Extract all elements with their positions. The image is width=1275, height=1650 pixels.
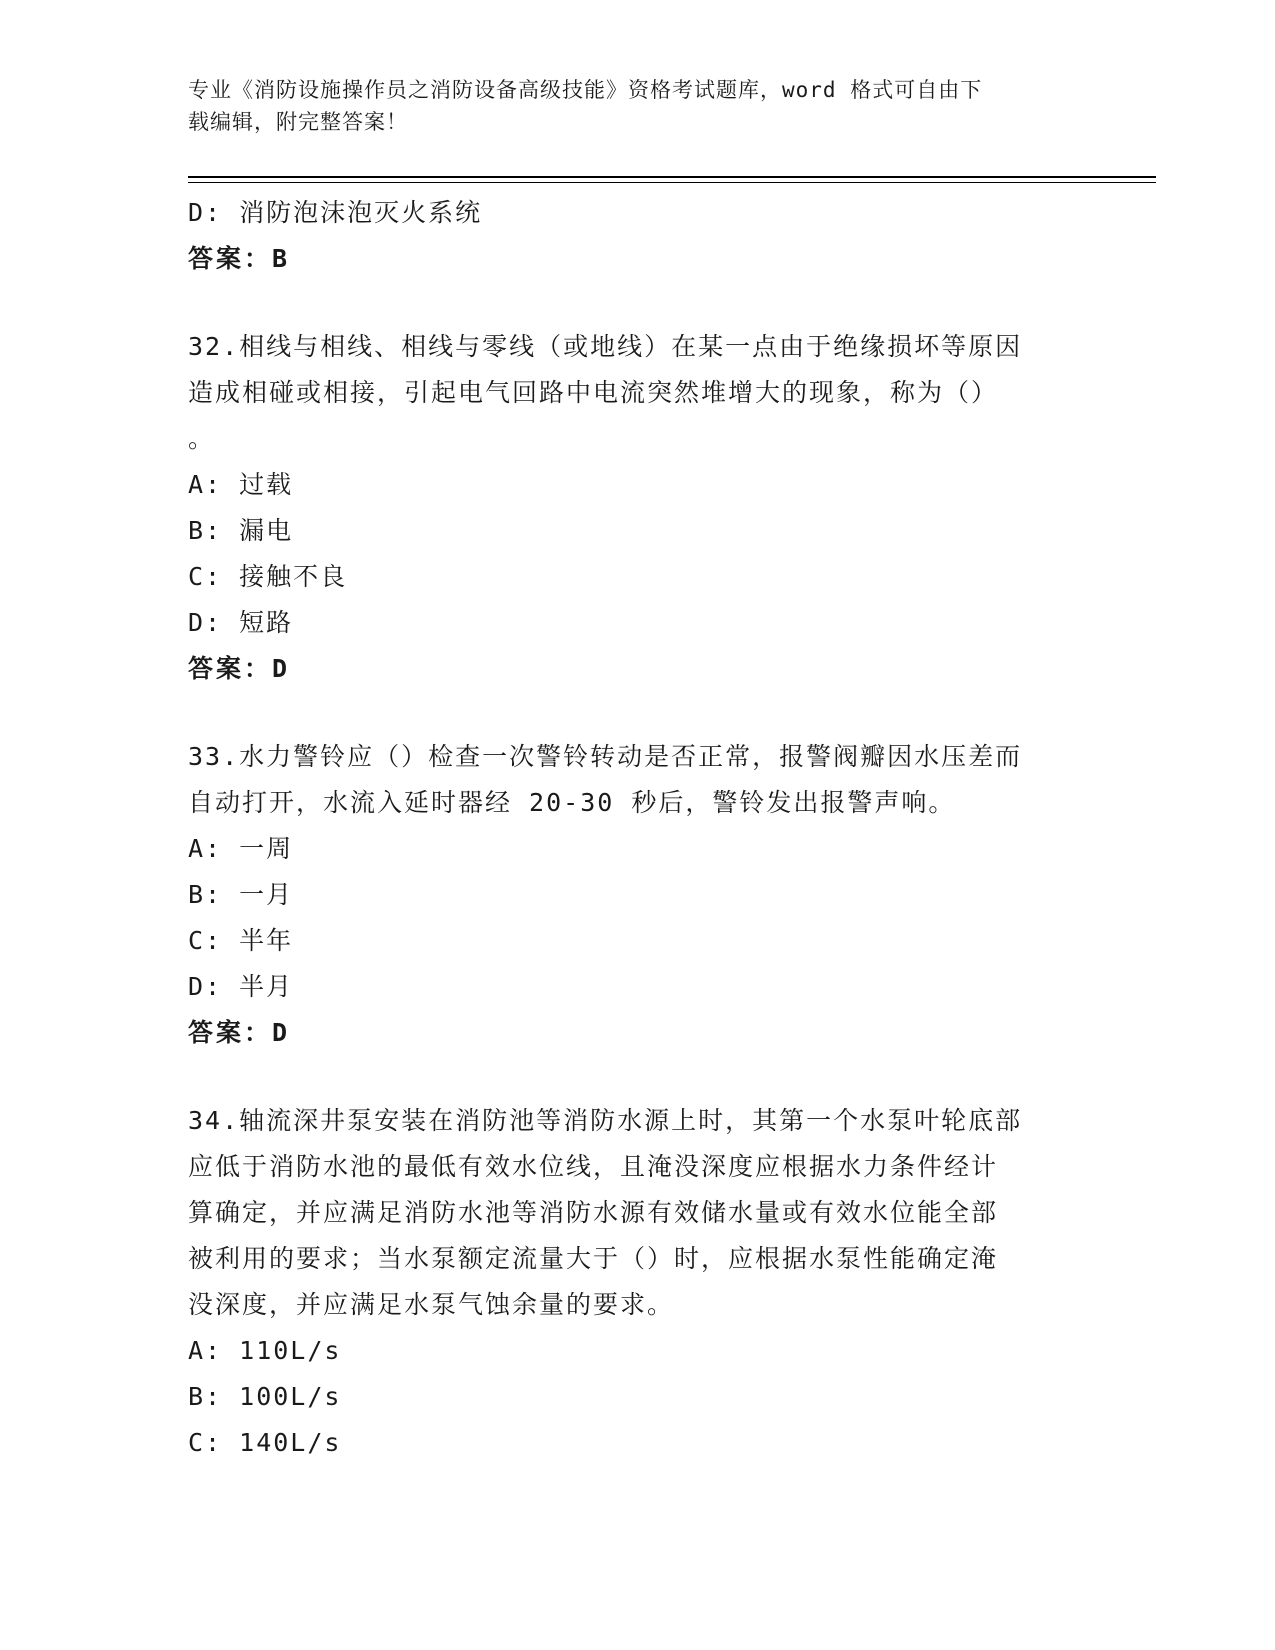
question-content — [188, 190, 1088, 1466]
question-33-option-c: C: 半年 — [188, 926, 294, 955]
question-32 — [188, 324, 1088, 692]
question-32-option-c: C: 接触不良 — [188, 562, 348, 591]
question-34-stem-line-5: 没深度，并应满足水泵气蚀余量的要求。 — [188, 1290, 675, 1319]
question-32-stem-line-2: 造成相碰或相接，引起电气回路中电流突然堆增大的现象，称为（） — [188, 378, 999, 407]
question-34-option-b: B: 100L/s — [188, 1382, 342, 1411]
question-33-stem-line-1: 33.水力警铃应（）检查一次警铃转动是否正常，报警阀瓣因水压差而 — [188, 742, 1023, 771]
spacer — [188, 692, 1088, 734]
prev-option-d: D: 消防泡沫泡灭火系统 — [188, 198, 483, 227]
question-34-option-c: C: 140L/s — [188, 1428, 342, 1457]
question-34 — [188, 1098, 1088, 1466]
spacer — [188, 282, 1088, 324]
question-32-stem-line-3: 。 — [188, 424, 216, 453]
question-34-stem-line-1: 34.轴流深井泵安装在消防池等消防水源上时，其第一个水泵叶轮底部 — [188, 1106, 1023, 1135]
header-line-1: 专业《消防设施操作员之消防设备高级技能》资格考试题库，word 格式可自由下 — [188, 78, 983, 102]
question-34-stem-line-2: 应低于消防水池的最低有效水位线，且淹没深度应根据水力条件经计 — [188, 1152, 999, 1181]
question-34-option-a: A: 110L/s — [188, 1336, 342, 1365]
spacer — [188, 1056, 1088, 1098]
question-32-option-d: D: 短路 — [188, 608, 294, 637]
question-33-answer: 答案：D — [188, 1018, 291, 1047]
prev-answer: 答案：B — [188, 244, 291, 273]
header-line-2: 载编辑，附完整答案！ — [188, 110, 408, 134]
question-32-option-b: B: 漏电 — [188, 516, 294, 545]
question-33-option-b: B: 一月 — [188, 880, 294, 909]
question-33-option-a: A: 一周 — [188, 834, 294, 863]
header-divider-thick — [188, 176, 1156, 178]
question-32-stem-line-1: 32.相线与相线、相线与零线（或地线）在某一点由于绝缘损坏等原因 — [188, 332, 1023, 361]
header-divider-thin — [188, 182, 1156, 183]
question-34-stem-line-3: 算确定，并应满足消防水池等消防水源有效储水量或有效水位能全部 — [188, 1198, 999, 1227]
question-34-stem-line-4: 被利用的要求；当水泵额定流量大于（）时，应根据水泵性能确定淹 — [188, 1244, 999, 1273]
question-33 — [188, 734, 1088, 1056]
document-header — [188, 74, 1088, 138]
question-33-option-d: D: 半月 — [188, 972, 294, 1001]
question-33-stem-line-2: 自动打开，水流入延时器经 20-30 秒后，警铃发出报警声响。 — [188, 788, 956, 817]
question-32-answer: 答案：D — [188, 654, 291, 683]
question-32-option-a: A: 过载 — [188, 470, 294, 499]
